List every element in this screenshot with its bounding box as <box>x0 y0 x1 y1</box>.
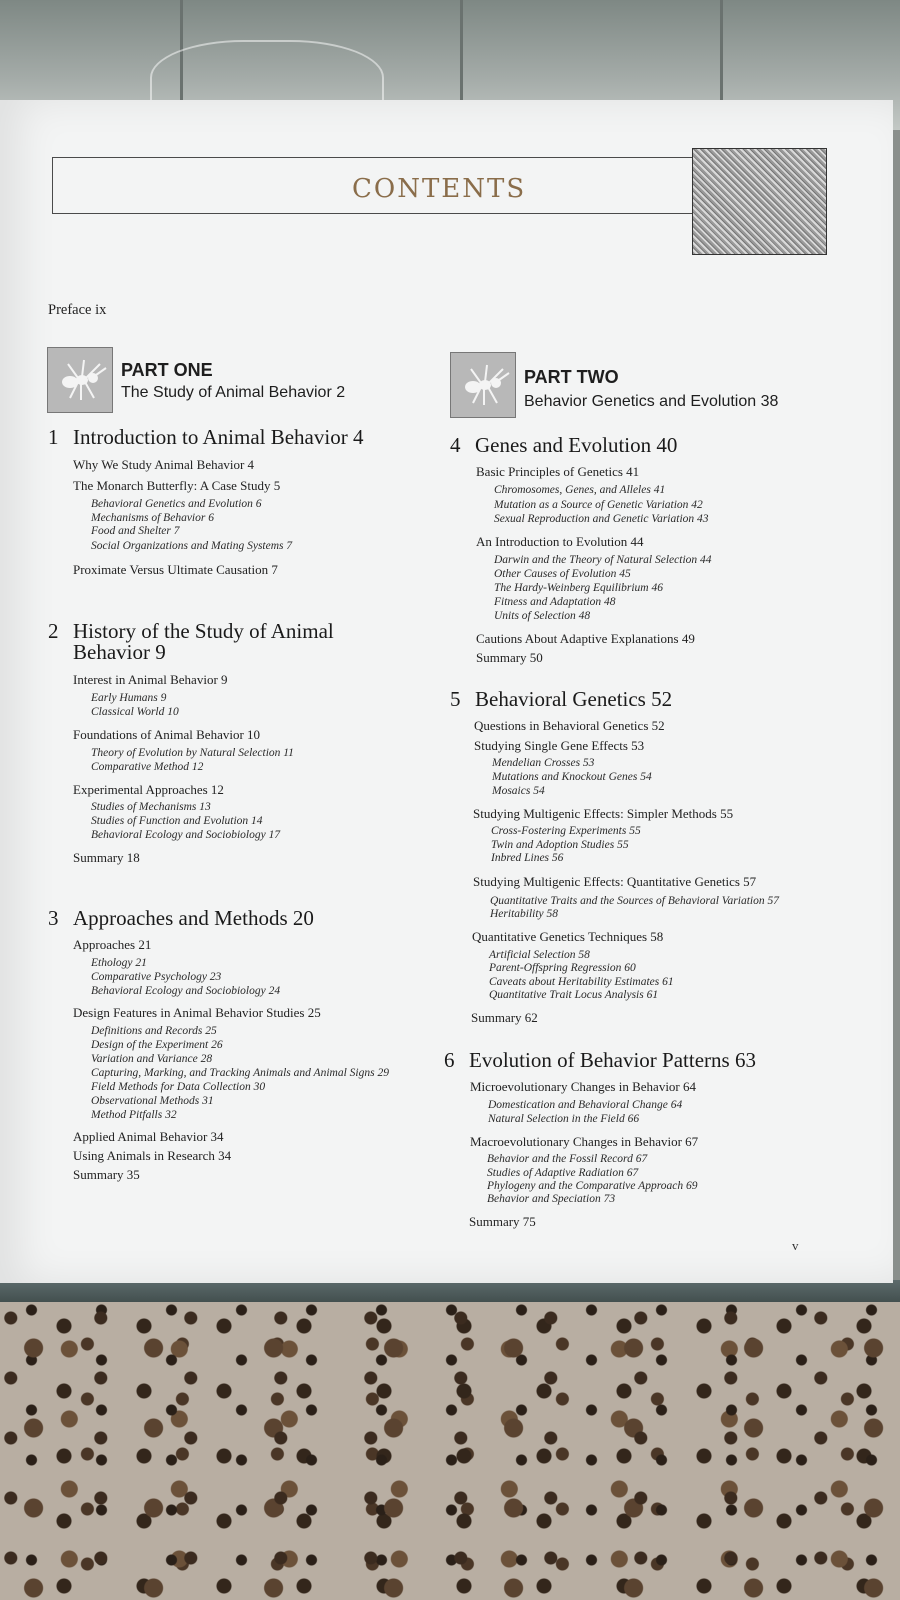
section-entry: Studying Multigenic Effects: Quantitative Genetics 57 <box>473 874 757 889</box>
chapter-title: Behavioral Genetics 52 <box>475 687 673 711</box>
section-entry: The Monarch Butterfly: A Case Study 5 <box>73 478 281 493</box>
subsection-entry: Darwin and the Theory of Natural Selection 44 <box>494 554 712 566</box>
chapter-1-heading <box>48 426 363 449</box>
chapter-number: 1 <box>48 425 59 449</box>
section-entry: Interest in Animal Behavior 9 <box>73 672 228 687</box>
subsection-entry: Field Methods for Data Collection 30 <box>91 1081 266 1093</box>
section-entry: Experimental Approaches 12 <box>73 782 224 797</box>
chapter-title: History of the Study of Animal <box>73 619 334 643</box>
subsection-entry: Comparative Method 12 <box>91 761 204 773</box>
chapter-number: 3 <box>48 906 59 930</box>
subsection-entry: Chromosomes, Genes, and Alleles 41 <box>494 484 666 496</box>
chapter-4-heading <box>450 434 677 457</box>
subsection-entry: Inbred Lines 56 <box>491 852 564 864</box>
page-number: v <box>792 1238 799 1253</box>
part-one-label: PART ONE <box>121 360 213 380</box>
subsection-entry: Phylogeny and the Comparative Approach 69 <box>487 1180 698 1192</box>
chapter-title: Genes and Evolution 40 <box>475 433 678 457</box>
subsection-entry: Twin and Adoption Studies 55 <box>491 839 629 851</box>
section-entry: An Introduction to Evolution 44 <box>476 534 644 549</box>
chapter-title: Evolution of Behavior Patterns 63 <box>469 1048 756 1072</box>
section-entry: Quantitative Genetics Techniques 58 <box>472 929 664 944</box>
subsection-entry: Quantitative Trait Locus Analysis 61 <box>489 989 659 1001</box>
summary-entry: Summary 35 <box>73 1167 140 1182</box>
summary-entry: Summary 62 <box>471 1010 538 1025</box>
subsection-entry: Studies of Mechanisms 13 <box>91 801 211 813</box>
subsection-entry: Observational Methods 31 <box>91 1095 214 1107</box>
section-entry: Studying Single Gene Effects 53 <box>474 738 645 753</box>
chapter-6-heading <box>444 1049 756 1072</box>
subsection-entry: Units of Selection 48 <box>494 610 591 622</box>
chapter-number: 2 <box>48 619 59 643</box>
subsection-entry: Mosaics 54 <box>492 785 545 797</box>
chapter-number: 4 <box>450 433 461 457</box>
section-entry: Proximate Versus Ultimate Causation 7 <box>73 562 278 577</box>
subsection-entry: Definitions and Records 25 <box>91 1025 217 1037</box>
subsection-entry: Ethology 21 <box>91 957 147 969</box>
section-entry: Design Features in Animal Behavior Studies 25 <box>73 1005 321 1020</box>
subsection-entry: Behavior and Speciation 73 <box>487 1193 616 1205</box>
ant-icon <box>47 347 113 413</box>
subsection-entry: Quantitative Traits and the Sources of Behavioral Variation 57 <box>490 895 779 907</box>
subsection-entry: Classical World 10 <box>91 706 179 718</box>
section-entry: Why We Study Animal Behavior 4 <box>73 457 255 472</box>
summary-entry: Summary 18 <box>73 850 140 865</box>
subsection-entry: Behavioral Ecology and Sociobiology 17 <box>91 829 281 841</box>
subsection-entry: Early Humans 9 <box>91 692 167 704</box>
subsection-entry: Sexual Reproduction and Genetic Variation 43 <box>494 513 709 525</box>
subsection-entry: Studies of Adaptive Radiation 67 <box>487 1167 639 1179</box>
summary-entry: Summary 75 <box>469 1214 536 1229</box>
granite-countertop <box>0 1300 900 1600</box>
subsection-entry: Behavioral Ecology and Sociobiology 24 <box>91 985 281 997</box>
subsection-entry: Other Causes of Evolution 45 <box>494 568 631 580</box>
subsection-entry: Method Pitfalls 32 <box>91 1109 177 1121</box>
section-entry: Questions in Behavioral Genetics 52 <box>474 718 665 733</box>
subsection-entry: The Hardy-Weinberg Equilibrium 46 <box>494 582 663 594</box>
subsection-entry: Artificial Selection 58 <box>489 949 590 961</box>
subsection-entry: Cross-Fostering Experiments 55 <box>491 825 641 837</box>
subsection-entry: Parent-Offspring Regression 60 <box>489 962 636 974</box>
subsection-entry: Studies of Function and Evolution 14 <box>91 815 263 827</box>
chapter-title: Approaches and Methods 20 <box>73 906 314 930</box>
chapter-number: 6 <box>444 1048 455 1072</box>
subsection-entry: Natural Selection in the Field 66 <box>488 1113 640 1125</box>
subsection-entry: Behavior and the Fossil Record 67 <box>487 1153 648 1165</box>
subsection-entry: Mendelian Crosses 53 <box>492 757 595 769</box>
section-entry: Macroevolutionary Changes in Behavior 67 <box>470 1134 699 1149</box>
chapter-5-heading <box>450 688 672 711</box>
chapter-3-heading <box>48 907 314 930</box>
page-title: CONTENTS <box>352 174 527 204</box>
section-entry: Approaches 21 <box>73 937 152 952</box>
chapter-title: Introduction to Animal Behavior 4 <box>73 425 364 449</box>
section-entry: Cautions About Adaptive Explanations 49 <box>476 631 695 646</box>
part-one-title: The Study of Animal Behavior 2 <box>121 384 346 401</box>
subsection-entry: Comparative Psychology 23 <box>91 971 222 983</box>
subsection-entry: Fitness and Adaptation 48 <box>494 596 616 608</box>
subsection-entry: Design of the Experiment 26 <box>91 1039 223 1051</box>
section-entry: Studying Multigenic Effects: Simpler Methods 55 <box>473 806 734 821</box>
subsection-entry: Variation and Variance 28 <box>91 1053 213 1065</box>
section-entry: Foundations of Animal Behavior 10 <box>73 727 261 742</box>
subsection-entry: Mutations and Knockout Genes 54 <box>492 771 652 783</box>
part-two-title: Behavior Genetics and Evolution 38 <box>524 393 779 410</box>
title-texture-block <box>692 148 827 255</box>
book-cover-edge <box>0 1280 900 1302</box>
section-entry: Using Animals in Research 34 <box>73 1148 232 1163</box>
section-entry: Microevolutionary Changes in Behavior 64 <box>470 1079 697 1094</box>
subsection-entry: Theory of Evolution by Natural Selection 11 <box>91 747 294 759</box>
subsection-entry: Heritability 58 <box>490 908 559 920</box>
subsection-entry: Domestication and Behavioral Change 64 <box>488 1099 683 1111</box>
preface-entry: Preface ix <box>48 302 107 318</box>
ant-icon <box>450 352 516 418</box>
subsection-entry: Food and Shelter 7 <box>91 525 180 537</box>
chapter-2-heading-cont: Behavior 9 <box>73 640 166 664</box>
subsection-entry: Mutation as a Source of Genetic Variation 42 <box>494 499 703 511</box>
summary-entry: Summary 50 <box>476 650 543 665</box>
subsection-entry: Behavioral Genetics and Evolution 6 <box>91 498 262 510</box>
book-page <box>0 100 893 1283</box>
part-two-label: PART TWO <box>524 367 619 387</box>
section-entry: Applied Animal Behavior 34 <box>73 1129 224 1144</box>
subsection-entry: Social Organizations and Mating Systems 7 <box>91 540 293 552</box>
chapter-number: 5 <box>450 687 461 711</box>
subsection-entry: Capturing, Marking, and Tracking Animals and Animal Signs 29 <box>91 1067 389 1079</box>
subsection-entry: Mechanisms of Behavior 6 <box>91 512 214 524</box>
section-entry: Basic Principles of Genetics 41 <box>476 464 640 479</box>
subsection-entry: Caveats about Heritability Estimates 61 <box>489 976 674 988</box>
